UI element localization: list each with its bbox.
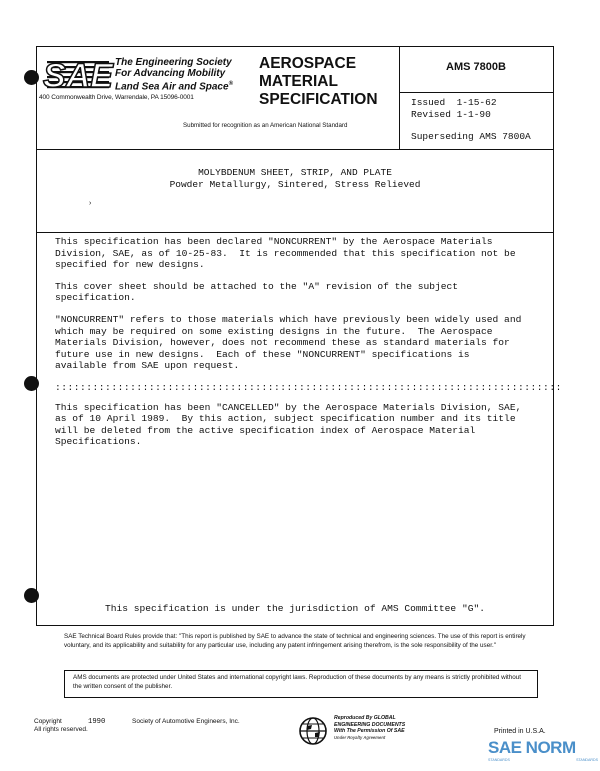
sae-norm-watermark: SAE NORM bbox=[488, 738, 576, 757]
subject-section bbox=[37, 150, 553, 233]
rights-reserved: All rights reserved. bbox=[34, 726, 88, 733]
ans-submission-note: Submitted for recognition as an American National Standard bbox=[183, 122, 348, 129]
stray-mark: › bbox=[89, 200, 92, 207]
technical-board-rules: SAE Technical Board Rules provide that: "This report is published by SAE to advance the state of technical and engineering sciences. The use of this report is entirely voluntary, and its applicability and suitability for any particular use, including any patent infringement arising therefrom, is the sole responsibility of the user." bbox=[64, 633, 526, 649]
watermark-sub-left: STANDARDS bbox=[488, 758, 510, 762]
document-number: AMS 7800B bbox=[446, 61, 506, 73]
repro-line: ENGINEERING DOCUMENTS bbox=[334, 721, 406, 728]
sae-logo-icon bbox=[43, 57, 113, 95]
reproduction-notice bbox=[334, 715, 405, 741]
repro-line: Reproduced By GLOBAL bbox=[334, 715, 396, 721]
repro-line: Under Royalty Agreement bbox=[334, 734, 386, 740]
society-line: For Advancing Mobility bbox=[115, 68, 226, 79]
specification-body bbox=[55, 236, 562, 458]
copyright-block bbox=[34, 718, 88, 734]
society-line: The Engineering Society bbox=[115, 57, 232, 68]
issue-dates bbox=[411, 97, 497, 121]
society-tagline bbox=[115, 57, 233, 92]
title-line: SPECIFICATION bbox=[259, 91, 378, 108]
printed-in: Printed in U.S.A. bbox=[494, 728, 546, 735]
watermark-subtext bbox=[488, 758, 598, 762]
doc-number-divider bbox=[399, 92, 553, 93]
superseding-note: Superseding AMS 7800A bbox=[411, 131, 531, 142]
copyright-protection-box: AMS documents are protected under United States and international copyright laws. Reproduction of these documents by any means is strictly prohibited without the written consent of the publisher. bbox=[64, 670, 538, 698]
society-line: Land Sea Air and Space® bbox=[115, 81, 233, 93]
repro-line: With The Permission Of SAE bbox=[334, 728, 405, 735]
jurisdiction-note: This specification is under the jurisdiction of AMS Committee "G". bbox=[105, 603, 485, 614]
global-engineering-globe-icon bbox=[298, 716, 328, 746]
title-line: MATERIAL bbox=[259, 73, 338, 90]
specification-frame bbox=[36, 46, 562, 626]
noncurrent-paragraph: This specification has been declared "NONCURRENT" by the Aerospace Materials Division, SAE, as of 10-25-83. It is recommended that this specification not be specified for new designs. bbox=[55, 236, 516, 271]
society-address: 400 Commonwealth Drive, Warrendale, PA 15096-0001 bbox=[39, 94, 194, 101]
issued-date: Issued 1-15-62 bbox=[411, 97, 497, 108]
noncurrent-definition-paragraph: "NONCURRENT" refers to those materials which have previously been widely used and which may be required on some existing designs in the future. The Aerospace Materials Division, however, does not recommend these as standard materials for future use in new designs. Each of these "NONCURRENT" specifications is available from SAE upon request. bbox=[55, 313, 522, 372]
subject-line-1: MOLYBDENUM SHEET, STRIP, AND PLATE bbox=[198, 167, 392, 178]
copyright-year: 1990 bbox=[88, 718, 106, 726]
separator-line: ::::::::::::::::::::::::::::::::::::::::::::::::::::::::::::::::::::::::::::::::: bbox=[55, 381, 562, 393]
document-type-title bbox=[259, 55, 378, 109]
title-line: AEROSPACE bbox=[259, 55, 357, 72]
svg-text:SAE: SAE bbox=[43, 57, 113, 95]
cancelled-paragraph: This specification has been "CANCELLED" by the Aerospace Materials Division, SAE, as of 10 April 1989. By this action, subject specification number and its title will be deleted from the active specification index of Aerospace Material Specifications. bbox=[55, 401, 522, 448]
subject-title bbox=[37, 167, 553, 191]
revised-date: Revised 1-1-90 bbox=[411, 109, 491, 120]
copyright-label: Copyright bbox=[34, 718, 62, 725]
watermark-sub-right: STANDARDS bbox=[576, 758, 598, 762]
cover-sheet-paragraph: This cover sheet should be attached to the "A" revision of the subject specification. bbox=[55, 280, 459, 304]
header bbox=[37, 47, 553, 150]
subject-line-2: Powder Metallurgy, Sintered, Stress Relieved bbox=[169, 179, 421, 190]
publisher-name: Society of Automotive Engineers, Inc. bbox=[132, 718, 240, 725]
